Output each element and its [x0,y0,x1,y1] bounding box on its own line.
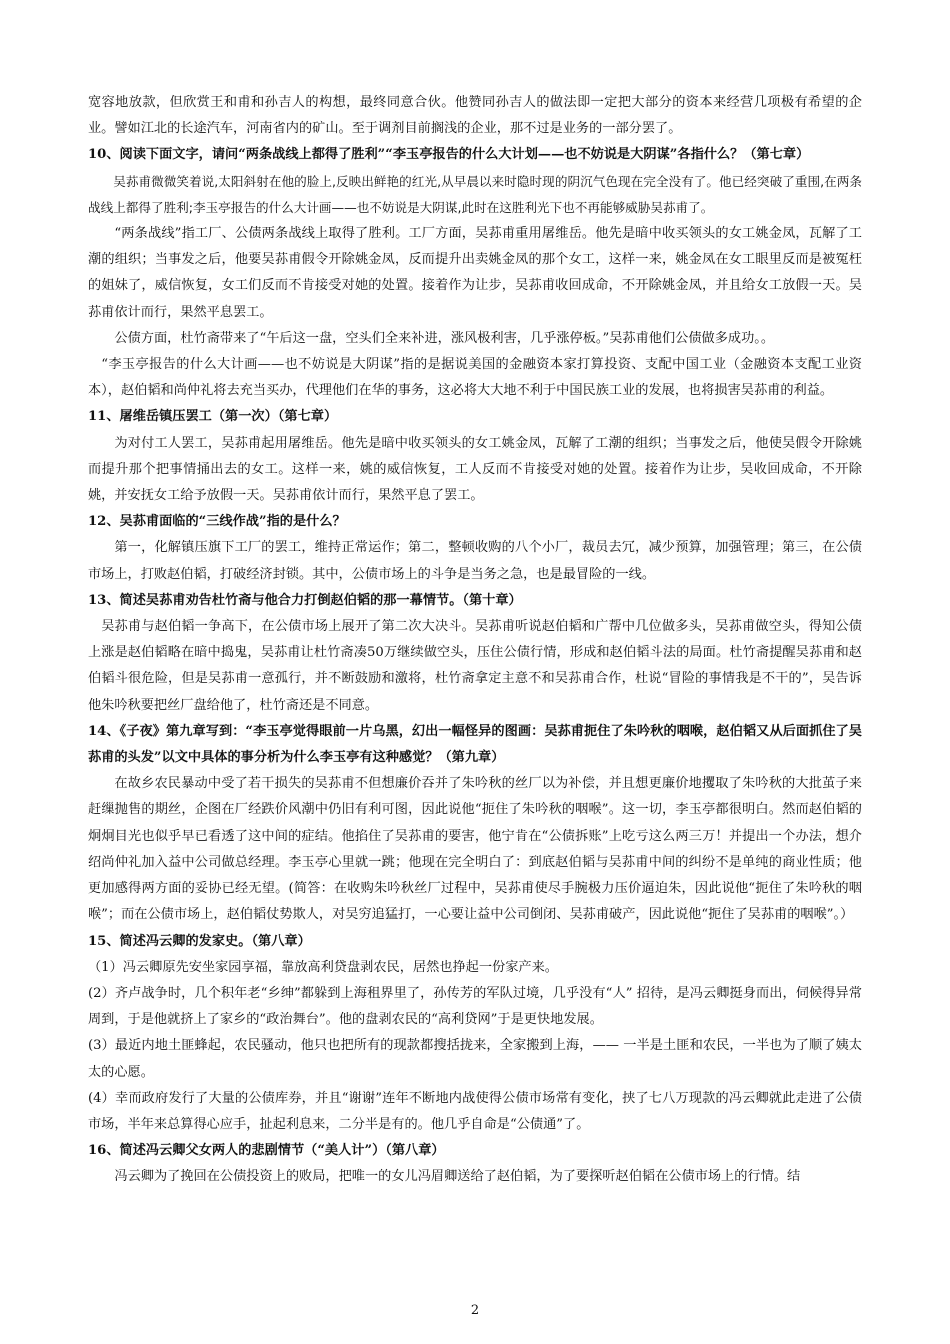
list-item: （1）冯云卿原先安坐家园享福，靠放高利贷盘剥农民，居然也挣起一份家产来。 [88,959,558,975]
list-item: (2）齐卢战争时，几个积年老“乡绅”都躲到上海租界里了，孙传芳的军队过境，几乎没有“人” 招待，是冯云卿挺身而出，伺候得异常周到，于是他就挤上了家乡的“政治舞台”。他的盘剥农民的“高利贷网”于是更快地发展。 [88,985,862,1028]
question-heading-12: 12、吴荪甫面临的“三线作战”指的是什么？ [88,514,346,530]
question-heading-11: 11、屠维岳镇压罢工（第一次）（第七章） [88,409,338,425]
paragraph: 冯云卿为了挽回在公债投资上的败局，把唯一的女儿冯眉卿送给了赵伯韬，为了要探听赵伯韬在公债市场上的行情。结 [114,1169,801,1185]
quoted-passage: 吴荪甫微微笑着说,太阳斜射在他的脸上,反映出鲜艳的红光,从早晨以来时隐时现的阴沉气色现在完全没有了。他已经突破了重围,在两条战线上都得了胜利;李玉亭报告的什么大计画——也不妨说是大阴谋,此时在这胜利光下也不再能够威胁吴荪甫了。 [88,173,862,215]
paragraph: 第一，化解镇压旗下工厂的罢工，维持正常运作；第二，整顿收购的八个小厂，裁员去冗，减少预算，加强管理；第三，在公债市场上，打败赵伯韬，打破经济封锁。其中，公债市场上的斗争是当务之急，也是最冒险的一线。 [88,540,862,582]
question-heading-15: 15、简述冯云卿的发家史。（第八章） [88,933,311,949]
list-item: (4）幸而政府发行了大量的公债库券，并且“谢谢”连年不断地内战使得公债市场常有变化，挟了七八万现款的冯云卿就此走进了公债市场，半年来总算得心应手，扯起利息来，二分半是有的。他几乎自命是“公债通”了。 [88,1090,862,1132]
question-heading-13: 13、简述吴荪甫劝告杜竹斋与他合力打倒赵伯韬的那一幕情节。（第十章） [88,592,522,608]
paragraph: 为对付工人罢工，吴荪甫起用屠维岳。他先是暗中收买领头的女工姚金凤，瓦解了工潮的组织；当事发之后，他使吴假令开除姚而提升那个把事情捅出去的女工。这样一来，姚的威信恢复，工人反而不肯接受对她的处置。接着作为让步，吴收回成命，不开除姚，并安抚女工给予放假一天。吴荪甫依计而行，果然平息了罢工。 [88,435,862,504]
page-number: 2 [470,1303,480,1318]
paragraph: “李玉亭报告的什么大计画——也不妨说是大阴谋”指的是据说美国的金融资本家打算投资、支配中国工业（金融资本支配工业资本），赵伯韬和尚仲礼将去充当买办，代理他们在华的事务，这必将大大地不利于中国民族工业的发展，也将损害吴荪甫的利益。 [88,357,862,399]
document-body [88,90,862,1191]
paragraph: “两条战线”指工厂、公债两条战线上取得了胜利。工厂方面，吴荪甫重用屠维岳。他先是暗中收买领头的女工姚金凤，瓦解了工潮的组织；当事发之后，他要吴荪甫假令开除姚金凤，反而提升出卖姚金凤的那个女工，这样一来，姚金凤在女工眼里反而是被冤枉的姐妹了，威信恢复，女工们反而不肯接受对她的处置。接着作为让步，吴荪甫收回成命，不开除姚金凤，并且给女工放假一天。吴荪甫依计而行，果然平息罢工。 [88,226,862,320]
paragraph: 吴荪甫与赵伯韬一争高下，在公债市场上展开了第二次大决斗。吴荪甫听说赵伯韬和广帮中几位做多头，吴荪甫做空头，得知公债上涨是赵伯韬略在暗中捣鬼，吴荪甫让杜竹斋凑50万继续做空头，压住公债行情，形成和赵伯韬斗法的局面。杜竹斋提醒吴荪甫和赵伯韬斗很危险，但是吴荪甫一意孤行，并不断鼓励和激将，杜竹斋拿定主意不和吴荪甫合作，杜说“冒险的事情我是不干的”，吴告诉他朱吟秋要把丝厂盘给他了，杜竹斋还是不同意。 [88,619,862,713]
question-heading-16: 16、简述冯云卿父女两人的悲剧情节（“美人计”）（第八章） [88,1143,445,1159]
question-heading-14: 14、《子夜》第九章写到：“李玉亭觉得眼前一片乌黑，幻出一幅怪异的图画：吴荪甫扼住了朱吟秋的咽喉，赵伯韬又从后面抓住了吴荪甫的头发”以文中具体的事分析为什么李玉亭有这种感觉？（第九章） [88,723,862,766]
paragraph: 公债方面，杜竹斋带来了“午后这一盘，空头们全来补进，涨风极利害，几乎涨停板。”吴荪甫他们公债做多成功。。 [114,330,775,346]
list-item: (3）最近内地土匪蜂起，农民骚动，他只也把所有的现款都搜括拢来，全家搬到上海，—— 一半是土匪和农民，一半也为了顺了姨太太的心愿。 [88,1038,862,1080]
paragraph: 宽容地放款，但欣赏王和甫和孙吉人的构想，最终同意合伙。他赞同孙吉人的做法即一定把大部分的资本来经营几项极有希望的企业。譬如江北的长途汽车，河南省内的矿山。至于调剂目前搁浅的企业，那不过是业务的一部分罢了。 [88,95,862,137]
paragraph: 在故乡农民暴动中受了若干损失的吴荪甫不但想廉价吞并了朱吟秋的丝厂以为补偿，并且想更廉价地攫取了朱吟秋的大批茧子来赶缫抛售的期丝，企图在厂经跌价风潮中仍旧有利可图，因此说他“扼住了朱吟秋的咽喉”。这一切，李玉亭都很明白。然而赵伯韬的炯炯目光也似乎早已看透了这中间的症结。他掐住了吴荪甫的要害，他宁肯在“公债拆账”上吃亏这么两三万！并提出一个办法，想介绍尚仲礼加入益中公司做总经理。李玉亭心里就一跳；他现在完全明白了：到底赵伯韬与吴荪甫中间的纠纷不是单纯的商业性质；他更加感得两方面的妥协已经无望。(简答：在收购朱吟秋丝厂过程中，吴荪甫使尽手腕极力压价逼迫朱，因此说他“扼住了朱吟秋的咽喉”；而在公债市场上，赵伯韬仗势欺人，对吴穷追猛打，一心要让益中公司倒闭、吴荪甫破产，因此说他“扼住了吴荪甫的咽喉”。） [88,776,862,923]
question-heading-10: 10、阅读下面文字，请问“两条战线上都得了胜利”“李玉亭报告的什么大计划——也不妨说是大阴谋”各指什么？（第七章） [88,147,810,163]
